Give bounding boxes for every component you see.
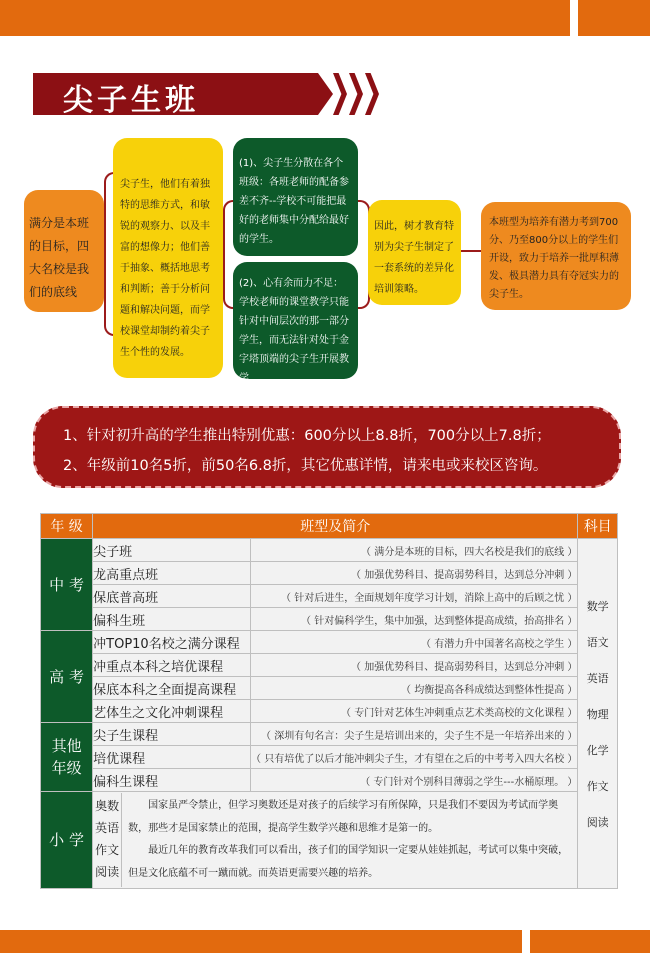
- grade-zhongkao: 中 考: [41, 539, 93, 631]
- header-subject: 科目: [578, 514, 618, 539]
- course-desc: （ 均衡提高各科成绩达到整体性提高 ）: [251, 677, 578, 700]
- bottom-decor-bar: [0, 930, 650, 953]
- course-name: 龙高重点班: [93, 562, 251, 585]
- course-name: 艺体生之文化冲刺课程: [93, 700, 251, 723]
- course-desc: （ 深圳有句名言：尖子生是培训出来的，尖子生不是一年培养出来的 ）: [251, 723, 578, 746]
- course-name: 冲TOP10名校之满分课程: [93, 631, 251, 654]
- subject: 数学: [586, 599, 609, 613]
- table-row: [41, 700, 618, 723]
- primary-para-2: 最近几年的教育改革我们可以看出，孩子们的国学知识一定要从娃娃抓起，考试可以集中突破，但是文化底蕴不可一蹴而就。而英语更需要兴趣的培养。: [128, 845, 569, 879]
- subject: 作文: [586, 779, 609, 793]
- table-row: [41, 585, 618, 608]
- grade-other: [41, 723, 93, 792]
- chevron-icon: [349, 73, 363, 115]
- subject: 阅读: [586, 815, 609, 829]
- course-name: 保底本科之全面提高课程: [93, 677, 251, 700]
- table-row: [41, 562, 618, 585]
- flow-box-purpose-text: 本班型为培养有潜力考到700分、乃至800分以上的学生们开设，致力于培养一批厚积薄发、极具潜力具有夺冠实力的尖子生。: [489, 217, 619, 300]
- primary-subject: 阅读: [95, 865, 120, 879]
- course-name: 尖子班: [93, 539, 251, 562]
- course-desc: （ 加强优势科目、提高弱势科目，达到总分冲刺 ）: [251, 562, 578, 585]
- flow-box-problem-1-text: (1)、尖子生分散在各个班级：各班老师的配备参差不齐--学校不可能把最好的老师集中分配给最好的学生。: [239, 158, 349, 245]
- course-name: 尖子生课程: [93, 723, 251, 746]
- course-name: 偏科生班: [93, 608, 251, 631]
- promo-line-2: 2、年级前10名5折，前50名6.8折，其它优惠详情，请来电或来校区咨询。: [63, 458, 548, 474]
- course-desc: （ 加强优势科目、提高弱势科目，达到总分冲刺 ）: [251, 654, 578, 677]
- grade-other-line2: 年级: [51, 759, 82, 777]
- course-desc: （ 专门针对个别科目薄弱之学生---水桶原理。 ）: [251, 769, 578, 792]
- subject: 英语: [586, 671, 609, 685]
- banner-title: 尖子生班: [63, 83, 199, 118]
- course-name: 冲重点本科之培优课程: [93, 654, 251, 677]
- chevron-icon: [333, 73, 347, 115]
- course-name: 保底普高班: [93, 585, 251, 608]
- primary-intro: [93, 792, 578, 889]
- table-row: [41, 746, 618, 769]
- flow-box-traits-text: 尖子生，他们有着独特的思维方式，和敏锐的观察力、以及丰富的想像力；他们善于抽象、概括地思考和判断；善于分析问题和解决问题，而学校课堂却制约着尖子生个性的发展。: [120, 179, 210, 358]
- table-row: [41, 723, 618, 746]
- subject: 语文: [586, 635, 609, 649]
- course-table: [40, 513, 618, 889]
- flow-box-goal-text: 满分是本班的目标，四大名校是我们的底线: [29, 216, 90, 299]
- grade-gaokao: 高 考: [41, 631, 93, 723]
- table-row: [41, 631, 618, 654]
- course-desc: （ 专门针对艺体生冲刺重点艺术类高校的文化课程 ）: [251, 700, 578, 723]
- subject: 化学: [586, 743, 609, 757]
- course-desc: （ 针对后进生，全面规划年度学习计划，消除上高中的后顾之忧 ）: [251, 585, 578, 608]
- course-desc: （ 针对偏科学生，集中加强，达到整体提高成绩，抬高排名 ）: [251, 608, 578, 631]
- primary-subject: 奥数: [95, 799, 120, 813]
- section-banner: [33, 73, 343, 118]
- course-name: 偏科生课程: [93, 769, 251, 792]
- grade-other-line1: 其他: [51, 737, 82, 755]
- course-desc: （ 有潜力升中国著名高校之学生 ）: [251, 631, 578, 654]
- primary-subject: 英语: [95, 821, 120, 835]
- top-decor-bar: [0, 0, 650, 36]
- grade-primary: 小 学: [41, 792, 93, 889]
- flow-box-problem-1: [233, 138, 358, 256]
- course-desc: （ 只有培优了以后才能冲刺尖子生，才有望在之后的中考考入四大名校 ）: [251, 746, 578, 769]
- header-intro: 班型及简介: [93, 514, 578, 539]
- primary-text: [122, 793, 577, 887]
- flow-box-strategy-text: 因此，树才教育特别为尖子生制定了一套系统的差异化培训策略。: [374, 221, 454, 295]
- header-grade: 年 级: [41, 514, 93, 539]
- flow-box-problem-2-text: (2)、心有余而力不足：学校老师的课堂教学只能针对中间层次的那一部分学生，而无法针对处于金字塔顶端的尖子生开展教学。: [239, 278, 349, 384]
- course-desc: （ 满分是本班的目标，四大名校是我们的底线 ）: [251, 539, 578, 562]
- flow-box-strategy: [368, 200, 461, 305]
- course-name: 培优课程: [93, 746, 251, 769]
- subject: 物理: [586, 707, 609, 721]
- chevron-icon: [365, 73, 379, 115]
- flow-box-purpose: [481, 202, 631, 310]
- flow-box-traits: [113, 138, 223, 378]
- flow-box-problem-2: [233, 262, 358, 384]
- flow-box-goal: [24, 190, 104, 312]
- connector: [461, 250, 481, 252]
- table-row: [41, 677, 618, 700]
- promo-line-1: 1、针对初升高的学生推出特别优惠：600分以上8.8折，700分以上7.8折；: [63, 428, 551, 444]
- table-row: [41, 654, 618, 677]
- primary-para-1: 国家虽严令禁止，但学习奥数还是对孩子的后续学习有所保障，只是我们不要因为考试而学奥数，那些才是国家禁止的范围，提高学生数学兴趣和思维才是第一的。: [128, 800, 559, 834]
- table-row: [41, 769, 618, 792]
- subject-list: [578, 539, 618, 889]
- table-row: [41, 608, 618, 631]
- primary-subject: 作文: [95, 843, 120, 857]
- table-row: [41, 539, 618, 562]
- promo-panel: [33, 406, 621, 488]
- primary-subjects: [93, 793, 122, 887]
